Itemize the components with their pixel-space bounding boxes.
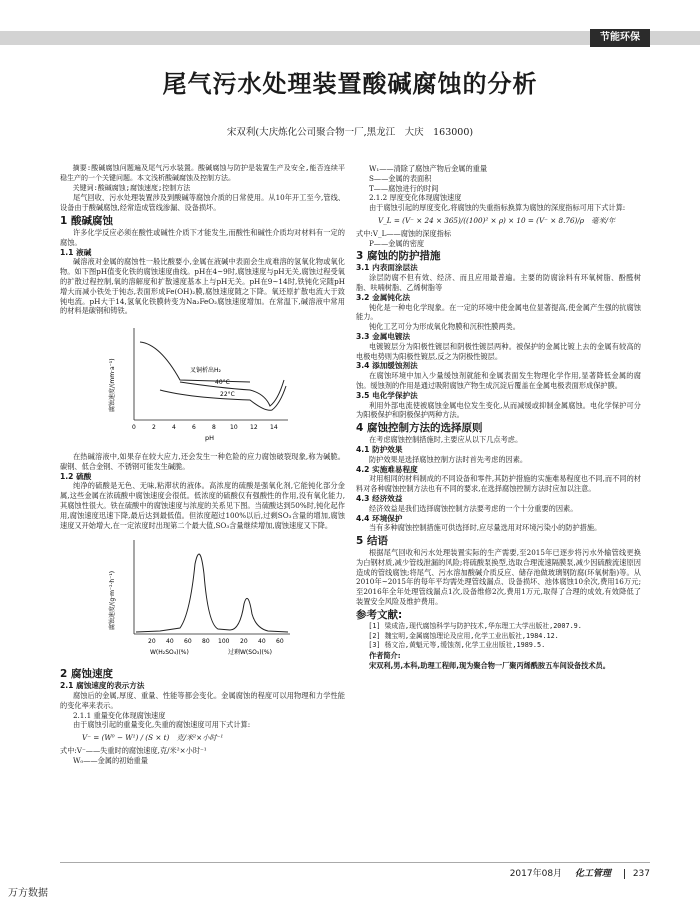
author-bio-title: 作者简介: <box>368 651 401 661</box>
paragraph: 许多化学反应必须在酸性或碱性介质下才能发生,而酸性和碱性介质均对材料有一定的腐蚀。 <box>60 227 345 247</box>
subsection-heading: 3.4 添加缓蚀剂法 <box>356 361 418 371</box>
formula-note: P——金属的密度 <box>368 238 425 248</box>
paragraph: 钝化是一种电化学现象。在一定的环境中使金属电位显著提高,使金属产生强的抗腐蚀能力。 <box>356 302 641 322</box>
paragraph: 腐蚀后的金属,厚度、重量、性能等都会变化。金属腐蚀的程度可以用物理和力学性能的变化率来表示。 <box>60 690 345 710</box>
paragraph: 在热碱溶液中,如果存在较大应力,还会发生一种危险的应力腐蚀破裂现象,称为碱脆。碳钢、低合金钢、不锈钢可能发生碱脆。 <box>60 451 345 471</box>
subsection-heading: 3.2 金属钝化法 <box>356 292 411 302</box>
paragraph: 经济效益是我们选择腐蚀控制方法要考虑的一个十分重要的因素。 <box>368 503 578 513</box>
references-heading: 参考文献: <box>356 608 403 621</box>
paragraph: 在考虑腐蚀控制措施时,主要应从以下几点考虑。 <box>368 435 523 445</box>
section-heading: 3 腐蚀的防护措施 <box>356 250 441 263</box>
issue-date: 2017年08月 <box>509 869 563 879</box>
intro-paragraph: 尾气回收、污水处理装置涉及到酸碱等腐蚀介质的日常使用。从10年开工至今,管线、设备由于酸碱腐蚀,经常造成管线渗漏、设备损坏。 <box>60 193 345 213</box>
x-tick: 60 <box>184 638 192 646</box>
fig2-ylabel: 腐蚀速度/(g·m⁻²·h⁻¹) <box>109 571 116 631</box>
x-tick: 80 <box>202 638 210 646</box>
paragraph: 当有多种腐蚀控制措施可供选择时,应尽量选用对环境污染小的防护措施。 <box>368 523 602 533</box>
subsection-heading: 4.1 防护效果 <box>356 444 403 454</box>
right-column <box>356 164 641 671</box>
x-tick: 14 <box>270 424 278 432</box>
author-bio: 宋双利,男,本科,助理工程师,现为聚合物一厂聚丙烯酰胺五车间设备技术员。 <box>368 661 610 671</box>
page-number: 237 <box>624 869 650 879</box>
fig2-x-ticks <box>148 638 284 645</box>
article-title: 尾气污水处理装置酸碱腐蚀的分析 <box>162 70 538 98</box>
formula-note: T——腐蚀进行的时间 <box>368 183 439 193</box>
paragraph: 在腐蚀环境中加入少量缓蚀剂就能和金属表面发生物理化学作用,显著降低金属的腐蚀。缓蚀剂的作用是通过吸附腐蚀产物生成沉淀后覆盖在金属电极表面形成保护膜。 <box>356 371 641 390</box>
fig2-xlabel-a: W(H₂SO₄)(%) <box>150 649 189 657</box>
header-bar <box>0 31 700 45</box>
paragraph: 纯净的硫酸是无色、无味,粘滞状的液体。高浓度的硫酸是强氧化剂,它能钝化部分金属,这些金属在浓硫酸中腐蚀速度会很低。低浓度的硫酸仅有强酸性的作用,没有氧化能力,其腐蚀性很大。铁在硫酸中的腐蚀速度与浓度的关系见下图。当硫酸达到50%时,钝化起作用,腐蚀速度迅速下降,最后达到最低值。但浓度超过100%以后,过剩SO₃含量的增加,腐蚀速度又开始增大,在一定浓度时出现第二个最大值,SO₃含量继续增加,腐蚀速度又下降。 <box>60 481 345 530</box>
paragraph: 涂层防腐不但有效、经济、而且应用最普遍。主要的防腐涂料有环氧树脂、酚醛树脂、呋喃树脂、乙烯树脂等 <box>356 273 641 292</box>
reference-item: [3] 杨文治,黄魁元等,缓蚀剂,化学工业出版社,1989.5. <box>368 641 546 650</box>
subsection-heading: 2.1 腐蚀速度的表示方法 <box>60 681 145 691</box>
paragraph: 根据尾气回收和污水处理装置实际的生产需要,至2015年已逐步将污水外输管线更换为白钢材质,减少管线泄漏的风险;将硫酸泵换型,选取合理流速隔膜泵,减少因硫酸流速原因造成的管线腐蚀;将尾气、污水溶加酸碱介质反应、储存池做玻璃钢防腐(环氧树脂)等。从2010年~2015年的每年平均需处理管线漏点、设备损坏、池体腐蚀10余次,费用16万元;至2016年全年处理管线漏点1次,设备维修2次,费用1万元,取得了合理的成效,有效降低了装置安全风险及维护费用。 <box>356 548 641 607</box>
x-tick: 60 <box>276 638 284 646</box>
ph-corrosion-figure <box>100 320 300 445</box>
x-tick: 40 <box>166 638 174 646</box>
fig1-ylabel: 腐蚀速度/(mm·a⁻¹) <box>109 358 116 413</box>
x-tick: 4 <box>172 424 176 432</box>
paragraph: 防护效果是选择腐蚀控制方法时首先考虑的因素。 <box>368 454 528 464</box>
paragraph: 电镀镀层分为阳极性镀层和阴极性镀层两种。被保护的金属比镀上去的金属有较高的电极电势则为阳极性镀层,反之为阴极性镀层。 <box>356 341 641 361</box>
reference-item: [2] 魏宝明,金属腐蚀理论及应用,化学工业出版社,1984.12. <box>368 631 559 640</box>
paragraph: 2.1.2 厚度变化体现腐蚀速度 <box>368 193 462 203</box>
section-heading: 5 结语 <box>356 535 388 548</box>
formula-note: S——金属的表面积 <box>368 173 432 183</box>
subsection-heading: 4.3 经济效益 <box>356 493 403 503</box>
fig2-xlabel-b: 过剩W(SO₃)(%) <box>228 649 272 657</box>
subsection-heading: 1.1 液碱 <box>60 247 92 257</box>
formula-weight-loss: V⁻ = (W⁰ − W¹) / (S × t) 克/米²×小时⁻¹ <box>82 733 224 743</box>
subsection-heading: 1.2 硫酸 <box>60 471 92 481</box>
x-tick: 2 <box>152 424 156 432</box>
paragraph: 钝化工艺可分为形成氧化物膜和沉积性膜两类。 <box>368 322 520 332</box>
fig1-xlabel: pH <box>205 434 215 443</box>
formula-note: 式中:V⁻——失重时的腐蚀速度,克/米²×小时⁻¹ <box>60 745 207 755</box>
x-tick: 6 <box>192 424 196 432</box>
fig1-label-22c: 22°C <box>220 391 235 399</box>
reference-item: [1] 梁成浩,现代腐蚀科学与防护技术,华东理工大学出版社,2007.9. <box>368 621 582 630</box>
subsection-heading: 4.2 实施难易程度 <box>356 464 418 474</box>
magazine-name: 化工管理 <box>574 869 611 879</box>
author-line: 宋双利(大庆炼化公司聚合物一厂,黑龙江 大庆 163000) <box>226 127 474 138</box>
wanfang-watermark: 万方数据 <box>8 888 48 899</box>
paragraph: 碱溶液对金属的腐蚀性一般比酸要小,金属在液碱中表面会生成难溶的氢氧化物或氧化物。如下图pH值变化铁的腐蚀速度曲线。pH在4~9时,腐蚀速度与pH无关,腐蚀过程受氧的扩散过程控制,氧的溶解度和扩散速度基本上与pH无关。pH在9~14时,铁钝化完随pH增大而减小铁处于钝态,表面形成Fe(OH)₂膜,腐蚀速度随之下降。氧还原扩散电流大于致钝电流。pH大于14,氢氧化铁膜转变为Na₂FeO₂腐蚀速度增加。在常温下,碱溶液中常用的材料是碳钢和铸铁。 <box>60 257 345 316</box>
x-tick: 40 <box>258 638 266 646</box>
x-tick: 10 <box>230 424 238 432</box>
formula-note: 式中:V_L——腐蚀的深度指标 <box>356 228 452 238</box>
subsection-heading: 3.3 金属电镀法 <box>356 331 411 341</box>
section-heading: 1 酸碱腐蚀 <box>60 214 113 227</box>
left-column <box>60 164 345 766</box>
paragraph: 利用外部电流使被腐蚀金属电位发生变化,从而减缓或抑制金属腐蚀。电化学保护可分为阳极保护和阴极保护两种方法。 <box>356 400 641 420</box>
fig1-note: 叉铜析出H₂ <box>190 367 221 375</box>
x-tick: 12 <box>250 424 258 432</box>
section-heading: 4 腐蚀控制方法的选择原则 <box>356 422 483 435</box>
formula-depth: V_L = (V⁻ × 24 × 365)/((100)² × ρ) × 10 = (V⁻ × 8.76)/ρ 毫米/年 <box>378 215 616 225</box>
formula-note: W₀——金属的初始重量 <box>72 755 148 765</box>
section-tag: 节能环保 <box>590 29 650 47</box>
subsection-heading: 4.4 环境保护 <box>356 513 403 523</box>
keywords: 关键词:酸碱腐蚀;腐蚀速度;控制方法 <box>72 183 191 192</box>
footer-rule <box>60 862 650 863</box>
paragraph: 由于腐蚀引起的重量变化,失重的腐蚀速度可用下式计算: <box>72 720 251 730</box>
paragraph: 2.1.1 重量变化体现腐蚀速度 <box>72 710 166 720</box>
paragraph: 对用相同的材料制成的不同设备和零件,其防护措施的实施难易程度也不同,而不同的材料对各种腐蚀控制方法也有不同的要求,在选择腐蚀控制方法时应加以注意。 <box>356 474 641 494</box>
sulfuric-acid-figure <box>100 534 300 659</box>
formula-note: W₁——清除了腐蚀产物后金属的重量 <box>368 164 488 173</box>
paragraph: 由于腐蚀引起的厚度变化,将腐蚀的失重指标换算为腐蚀的深度指标可用下式计算: <box>368 203 626 213</box>
x-tick: 20 <box>148 638 156 646</box>
subsection-heading: 3.5 电化学保护法 <box>356 390 418 400</box>
page-footer <box>510 866 650 879</box>
x-tick: 0 <box>132 424 136 432</box>
x-tick: 8 <box>212 424 216 432</box>
fig1-label-40c: 40°C <box>215 379 230 387</box>
abstract: 摘要:酸碱腐蚀问题遍及尾气污水装置。酸碱腐蚀与防护是装置生产及安全,能否连续平稳生产的一个关键问题。本文浅析酸碱腐蚀及控制方法。 <box>60 164 345 182</box>
subsection-heading: 3.1 内表面涂层法 <box>356 263 418 273</box>
fig1-x-ticks <box>132 424 278 431</box>
x-tick: 100 <box>218 638 230 646</box>
x-tick: 20 <box>240 638 248 646</box>
section-heading: 2 腐蚀速度 <box>60 668 113 681</box>
